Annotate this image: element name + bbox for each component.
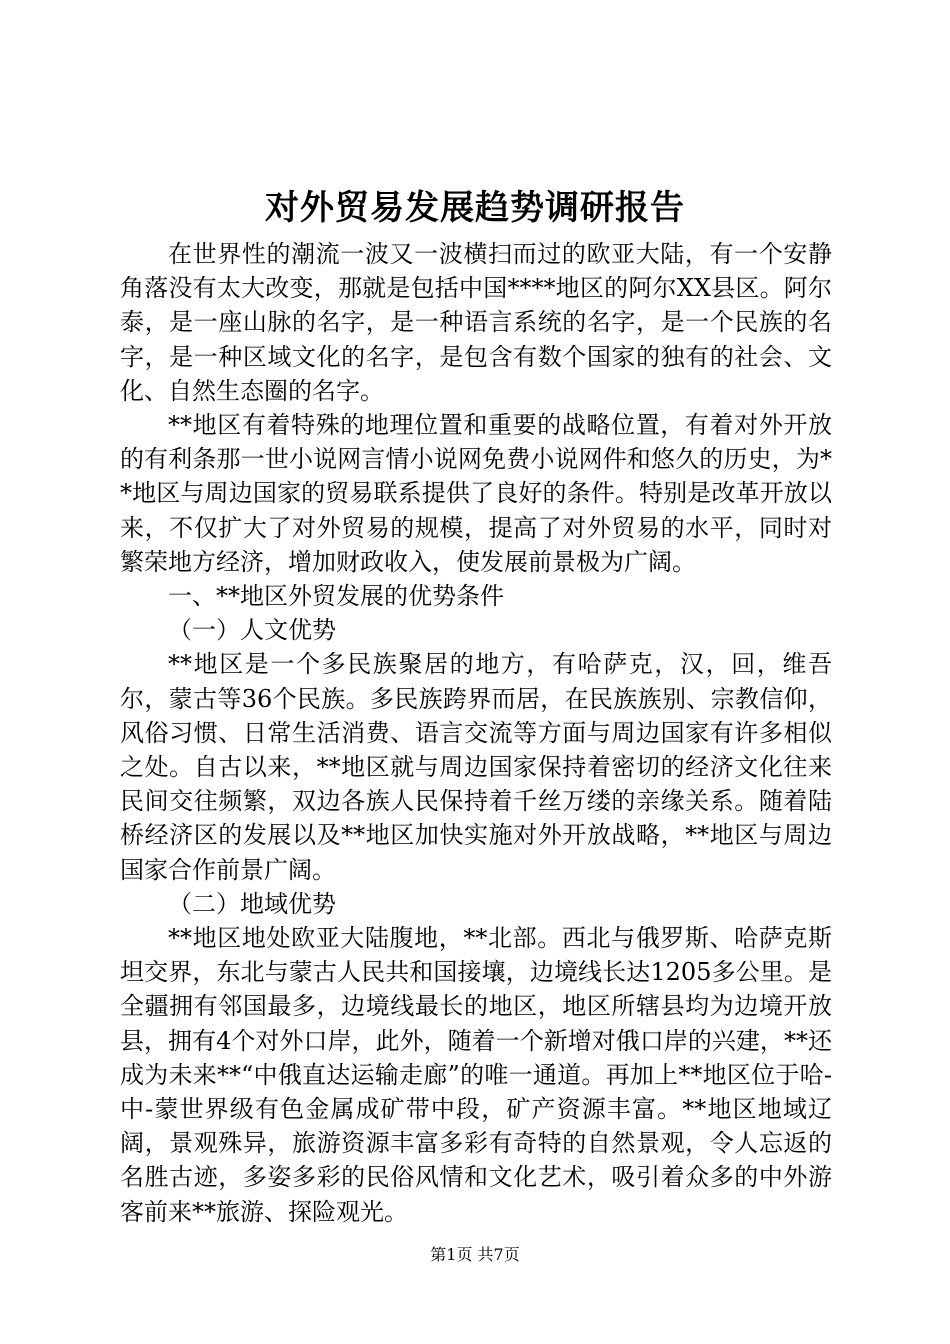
- paragraph-intro: 在世界性的潮流一波又一波横扫而过的欧亚大陆，有一个安静角落没有太大改变，那就是包括中国****地区的阿尔XX县区。阿尔泰，是一座山脉的名字，是一种语言系统的名字，是一个民族的名字，是一种区域文化的名字，是包含有数个国家的独有的社会、文化、自然生态圈的名字。: [120, 240, 832, 405]
- document-title: 对外贸易发展趋势调研报告: [265, 188, 685, 228]
- subsection-heading-humanities: （一）人文优势: [168, 616, 336, 645]
- paragraph-geography: **地区地处欧亚大陆腹地，**北部。西北与俄罗斯、哈萨克斯坦交界，东北与蒙古人民共和国接壤，边境线长达1205多公里。是全疆拥有邻国最多，边境线最长的地区，地区所辖县均为边境开放县，拥有4个对外口岸，此外，随着一个新增对俄口岸的兴建，**还成为未来**“中俄直达运输走廊”的唯一通道。再加上**地区位于哈-中-蒙世界级有色金属成矿带中段，矿产资源丰富。**地区地域辽阔，景观殊异，旅游资源丰富多彩有奇特的自然景观，令人忘返的名胜古迹，多姿多彩的民俗风情和文化艺术，吸引着众多的中外游客前来**旅游、探险观光。: [120, 924, 832, 1226]
- subsection-heading-geography: （二）地域优势: [168, 889, 336, 918]
- section-heading: 一、**地区外贸发展的优势条件: [168, 582, 504, 611]
- page-footer: 第1页 共7页: [430, 1245, 520, 1264]
- paragraph-humanities: **地区是一个多民族聚居的地方，有哈萨克，汉，回，维吾尔，蒙古等36个民族。多民族跨界而居，在民族族别、宗教信仰，风俗习惯、日常生活消费、语言交流等方面与周边国家有许多相似之处。自古以来，**地区就与周边国家保持着密切的经济文化往来民间交往频繁，双边各族人民保持着千丝万缕的亲缘关系。随着陆桥经济区的发展以及**地区加快实施对外开放战略，**地区与周边国家合作前景广阔。: [120, 650, 832, 884]
- document-body: [120, 237, 832, 1229]
- paragraph-location: **地区有着特殊的地理位置和重要的战略位置，有着对外开放的有利条那一世小说网言情小说网免费小说网件和悠久的历史，为**地区与周边国家的贸易联系提供了良好的条件。特别是改革开放以来，不仅扩大了对外贸易的规模，提高了对外贸易的水平，同时对繁荣地方经济，增加财政收入，使发展前景极为广阔。: [120, 411, 832, 576]
